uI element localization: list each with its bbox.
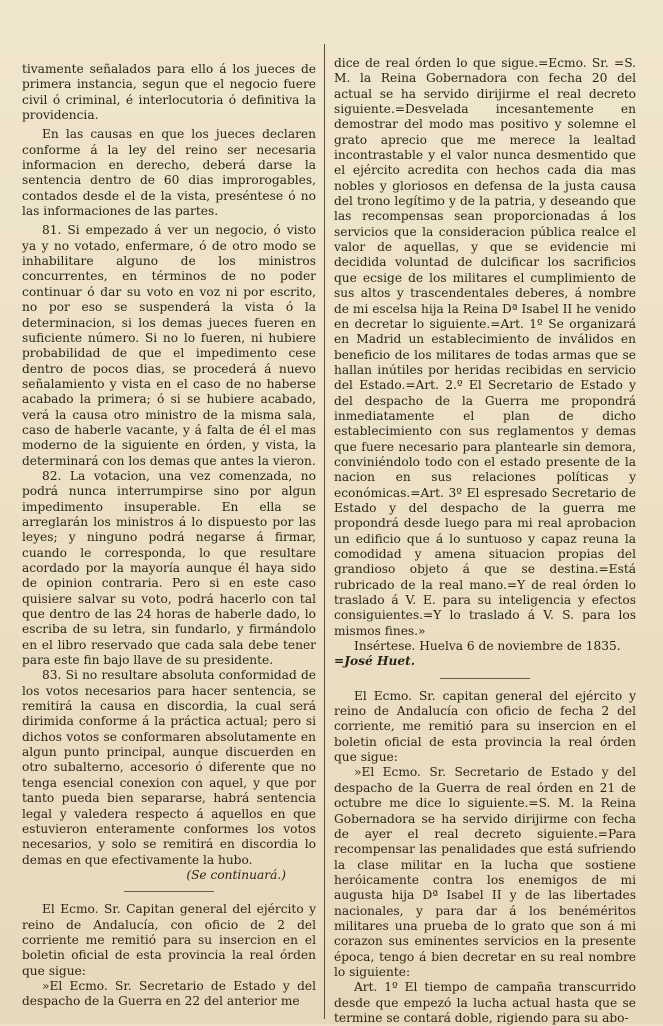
decree-text: »El Ecmo. Sr. Secretario de Estado y del despacho de la Guerra de real órden en 21 de octubre me dice lo siguiente.=S. M. la Reina Gobernadora se ha servido dirijirme con fecha de ayer el real decreto siguiente.=Para recompensar las penalidades que está sufriendo la clase militar en la lucha que sostiene heróicamente contra los enemigos de mi augusta hija Dª Isabel II y de las libertades nacionales, y para dar á los benéméritos militares una prueba de lo grato que son á mi corazon sus eminentes servicios en la presente época, tengo á bien decretar en su real nombre lo siguiente:	[334, 765, 636, 979]
article-83: 83. Si no resultare absoluta conformidad de los votos necesarios para hacer sentencia, se remitirá la causa en discordia, la cual será dirimida conforme á la práctica actual; pero si dichos votos se conformaren absolutamente en algun punto principal, aunque discuerden en otro subalterno, accesorio ó diferente que no tenga esencial conexion con aquel, y que por tanto pueda bien separarse, habrá sentencia legal y valedera respecto á aquellos en que estuvieron enteramente conformes los votos necesarios, y solo se remitirá en discordia lo demas en que efectivamente la hubo.	[22, 668, 316, 867]
insertion-text: Insértese. Huelva 6 de noviembre de 1835.	[354, 639, 621, 654]
article-1: Art. 1º El tiempo de campaña transcurrido desde que empezó la lucha actual hasta que se termine se contará doble, rigiendo para su abo-	[334, 980, 636, 1025]
paragraph: tivamente señalados para ello á los jueces de primera instancia, segun que el negocio fuere civil ó criminal, é interlocutoria ó definitiva la providencia.	[22, 62, 316, 123]
left-column	[22, 62, 316, 1010]
signature: =José Huet.	[334, 654, 415, 669]
insertion-note	[334, 639, 636, 670]
section-separator	[124, 891, 214, 892]
notice-paragraph: El Ecmo. Sr. Capitan general del ejército y reino de Andalucía, con oficio de 2 del corriente me remitió para su insercion en el boletin oficial de esta provincia la real órden que sigue:	[22, 902, 316, 978]
decree-text: dice de real órden lo que sigue.=Ecmo. Sr. =S. M. la Reina Gobernadora con fecha 20 del actual se ha servido dirijirme el real decreto siguiente.=Desvelada incesantemente en demostrar del modo mas positivo y solemne el grato aprecio que me merece la lealtad incontrastable y el valor nunca desmentido que el ejército acredita con hechos cada dia mas nobles y gloriosos en defensa de la justa causa del trono legítimo y de la patria, y deseando que las recompensas sean proporcionadas á los servicios que la consideracion pública realce el valor de aquellas, y que se evidencie mi decidida voluntad de dulcificar los sacrificios que ecsige de los militares el cumplimiento de sus altos y trascendentales deberes, á nombre de mi escelsa hija la Reina Dª Isabel II he venido en decretar lo siguiente.=Art. 1º Se organizará en Madrid un establecimiento de inválidos en beneficio de los militares de todas armas que se hallan inútiles por heridas recibidas en servicio del Estado.=Art. 2.º El Secretario de Estado y del despacho de la Guerra me propondrá inmediatamente el plan de dicho establecimiento con sus reglamentos y demas que fuere necesario para plantearle sin demora, conviniéndolo todo con el estado presente de la nacion en sus relaciones políticas y económicas.=Art. 3º El espresado Secretario de Estado y del despacho de la guerra me propondrá desde luego para mi real aprobacion un edificio que á lo suntuoso y capaz reuna la comodidad y amena situacion propias del grandioso objeto á que se destina.=Está rubricado de la real mano.=Y de real órden lo traslado á V. E. para su inteligencia y efectos consiguientes.=Y lo traslado á V. S. para los mismos fines.»	[334, 56, 636, 638]
paragraph: En las causas en que los jueces declaren conforme á la ley del reino ser necesaria informacion en derecho, deberá darse la sentencia dentro de 60 dias improrogables, contados desde el de la vista, preséntese ó no las informaciones de las partes.	[22, 127, 316, 219]
article-81: 81. Si empezado á ver un negocio, ó visto ya y no votado, enfermare, ó de otro modo se inhabilitare alguno de los ministros concurrentes, en términos de no poder continuar ó dar su voto en voz ni por escrito, no por eso se suspenderá la vista ó la determinacion, si los demas jueces fueren en suficiente número. Si no lo fueren, ni hubiere probabilidad de que el impedimento cese dentro de pocos dias, se procederá á nuevo señalamiento y vista en el caso de no haberse acabado la primera; ó si se hubiere acabado, verá la causa otro ministro de la misma sala, caso de haberle vacante, y á falta de él el mas moderno de la siguiente en órden, y vista, la determinará con los demas que antes la vieron.	[22, 223, 316, 468]
article-82: 82. La votacion, una vez comenzada, no podrá nunca interrumpirse sino por algun impedimento insuperable. En ella se arreglarán los ministros á lo dispuesto por las leyes; y ninguno podrá negarse á firmar, cuando le corresponda, lo que resultare acordado por la mayoría aunque él haya sido de opinion contraria. Pero si en este caso quisiere salvar su voto, podrá hacerlo con tal que dentro de las 24 horas de haberle dado, lo escriba de su letra, sin fundarlo, y firmándolo en el libro reservado que cada sala debe tener para este fin bajo llave de su presidente.	[22, 468, 316, 668]
section-separator	[440, 678, 530, 679]
right-column	[334, 56, 636, 1026]
continued-note: (Se continuará.)	[186, 867, 286, 882]
column-divider	[324, 44, 325, 1019]
notice-paragraph: El Ecmo. Sr. capitan general del ejército y reino de Andalucía con oficio de fecha 2 del corriente, me remitió para su insercion en el boletin oficial de esta provincia la real órden que sigue:	[334, 688, 636, 765]
decree-opening: »El Ecmo. Sr. Secretario de Estado y del despacho de la Guerra en 22 del anterior me	[22, 978, 316, 1009]
